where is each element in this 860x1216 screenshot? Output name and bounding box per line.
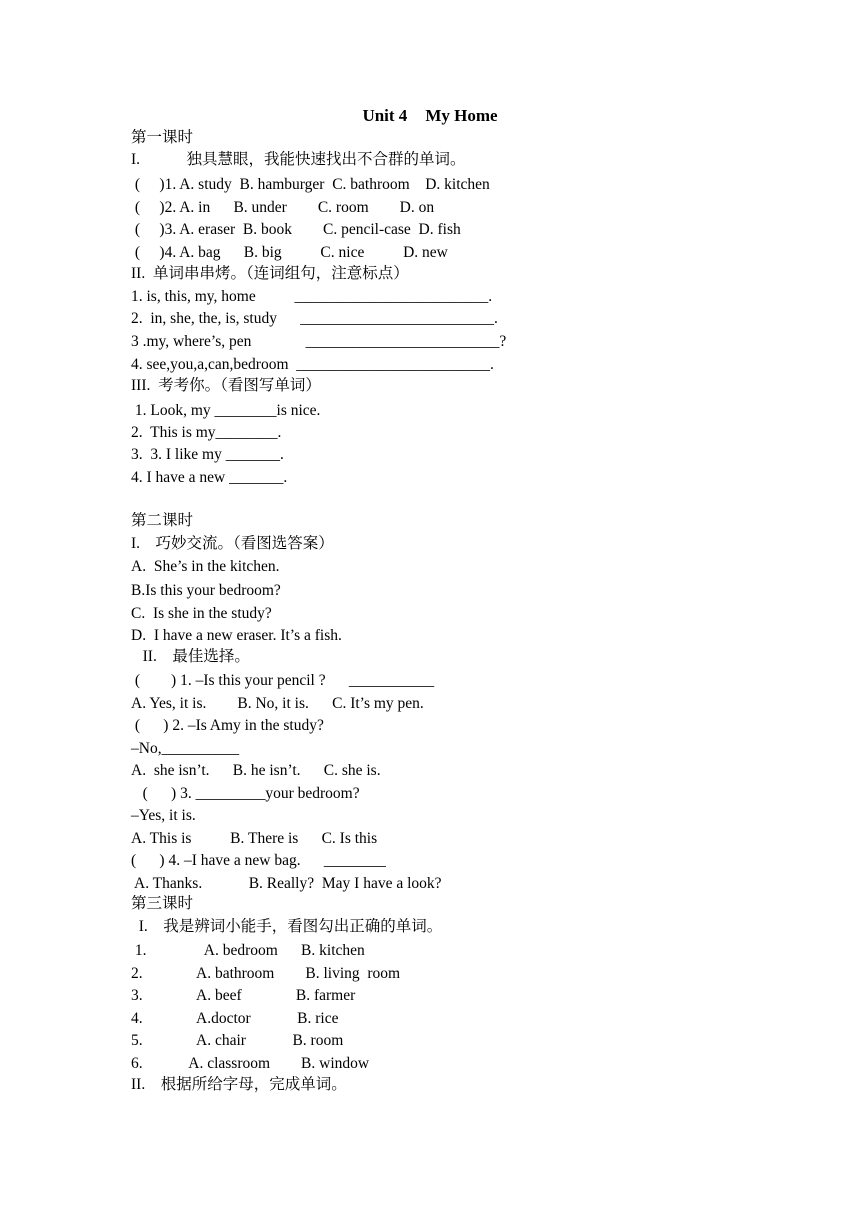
question-line: 5. A. chair B. room (131, 1032, 344, 1049)
section-heading: I. 我是辨词小能手，看图勾出正确的单词。 (131, 918, 443, 935)
question-line: A. Thanks. B. Really? May I have a look? (131, 875, 442, 892)
question-line: 2. in, she, the, is, study _________________________. (131, 310, 498, 327)
question-line: ( )1. A. study B. hamburger C. bathroom D. kitchen (131, 176, 490, 193)
title-unit: Unit 4 (362, 106, 408, 125)
question-line: ( ) 1. –Is this your pencil ? ___________ (131, 672, 435, 689)
question-line: ( )2. A. in B. under C. room D. on (131, 199, 435, 216)
question-line: –Yes, it is. (131, 807, 196, 824)
answer-option: B.Is this your bedroom? (131, 582, 281, 599)
lesson-3-heading: 第三课时 (131, 895, 194, 912)
answer-option: C. Is she in the study? (131, 605, 272, 622)
question-line: A. This is B. There is C. Is this (131, 830, 378, 847)
question-line: 4. see,you,a,can,bedroom _________________________. (131, 356, 494, 373)
question-line: A. she isn’t. B. he isn’t. C. she is. (131, 762, 381, 779)
question-line: 1. A. bedroom B. kitchen (131, 942, 365, 959)
question-line: ( ) 2. –Is Amy in the study? (131, 717, 324, 734)
section-heading: II. 根据所给字母，完成单词。 (131, 1076, 347, 1093)
question-line: ( ) 3. _________your bedroom? (131, 785, 360, 802)
lesson-2-heading: 第二课时 (131, 512, 194, 529)
answer-option: A. She’s in the kitchen. (131, 558, 280, 575)
section-heading: II. 单词串串烤。（连词组句，注意标点） (131, 265, 409, 282)
section-heading: I. 巧妙交流。（看图选答案） (131, 535, 334, 552)
question-line: 2. This is my________. (131, 424, 282, 441)
lesson-1-heading: 第一课时 (131, 129, 194, 146)
question-line: 1. is, this, my, home _________________________. (131, 288, 493, 305)
page-title (0, 106, 860, 126)
question-line: 3. A. beef B. farmer (131, 987, 356, 1004)
section-heading: II. 最佳选择。 (131, 648, 250, 665)
question-line: 3. 3. I like my _______. (131, 446, 284, 463)
title-name: My Home (425, 106, 498, 125)
question-line: –No,__________ (131, 740, 240, 757)
question-line: ( ) 4. –I have a new bag. ________ (131, 852, 386, 869)
question-line: 3 .my, where’s, pen _________________________? (131, 333, 507, 350)
question-line: 4. A.doctor B. rice (131, 1010, 339, 1027)
section-heading: III. 考考你。（看图写单词） (131, 377, 321, 394)
question-line: ( )3. A. eraser B. book C. pencil-case D. fish (131, 221, 461, 238)
question-line: ( )4. A. bag B. big C. nice D. new (131, 244, 448, 261)
question-line: 6. A. classroom B. window (131, 1055, 370, 1072)
question-line: 1. Look, my ________is nice. (131, 402, 321, 419)
question-line: 4. I have a new _______. (131, 469, 288, 486)
answer-option: D. I have a new eraser. It’s a fish. (131, 627, 342, 644)
question-line: A. Yes, it is. B. No, it is. C. It’s my pen. (131, 695, 424, 712)
section-heading: I. 独具慧眼，我能快速找出不合群的单词。 (131, 151, 466, 168)
question-line: 2. A. bathroom B. living room (131, 965, 401, 982)
